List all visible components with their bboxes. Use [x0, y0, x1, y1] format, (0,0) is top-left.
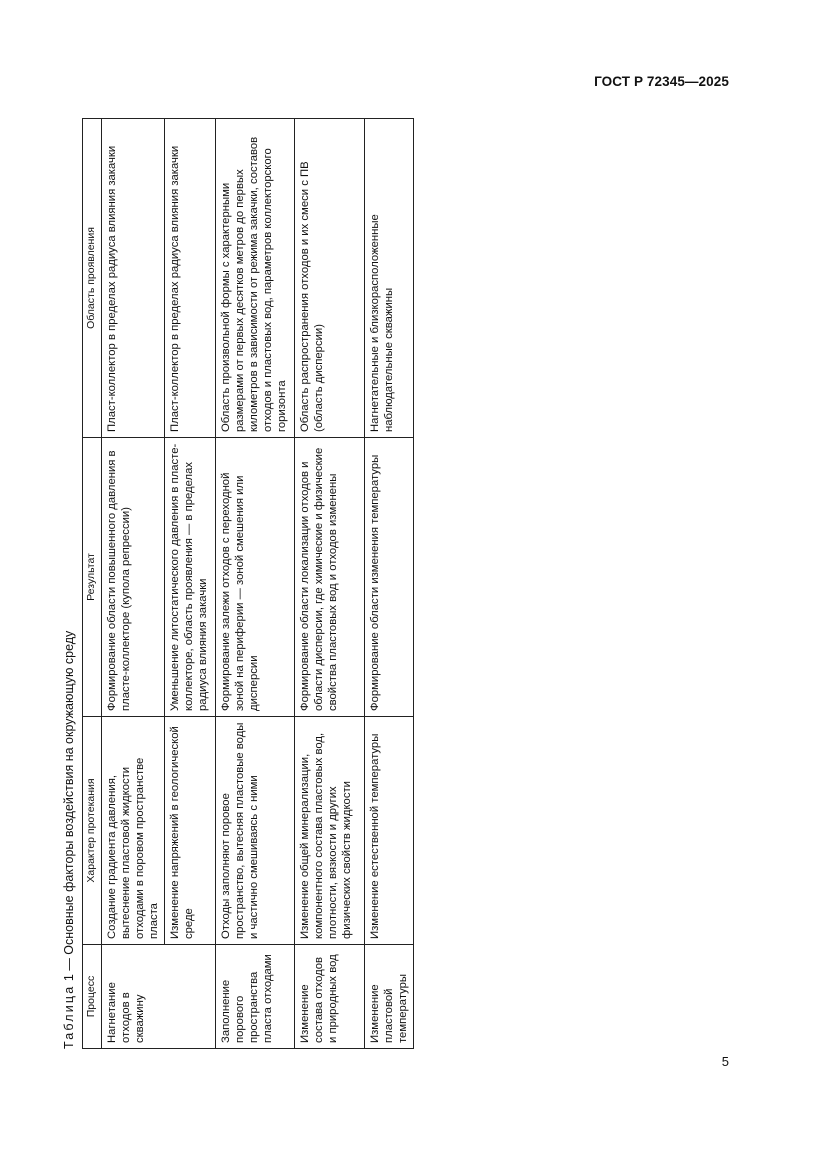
table-row — [216, 119, 295, 1049]
table-row — [102, 119, 165, 1049]
factors-table — [82, 118, 414, 1049]
area-cell: Нагнетательные и близкорасположенные наблюдательные скважины — [365, 119, 414, 438]
character-cell: Изменение общей минерализации, компонентного состава пластовых вод, плотности, вязкости и других физических свойств жидкости — [295, 717, 365, 945]
character-cell: Создание градиента давления, вытеснение пластовой жидкости отходами в поровом пространстве пласта — [102, 717, 165, 945]
result-cell: Формирование области изменения температуры — [365, 438, 414, 717]
area-cell: Область произвольной формы с характерными размерами от первых десятков метров до первых километров в зависимости от режима закачки, составов отходов и пластовых вод, параметров коллекторского горизонта — [216, 119, 295, 438]
character-cell: Изменение напряжений в геологической среде — [165, 717, 216, 945]
process-cell: Заполнение порового пространства пласта отходами — [216, 945, 295, 1049]
process-cell: Изменение пластовой температуры — [365, 945, 414, 1049]
process-cell: Изменение состава отходов и природных вод — [295, 945, 365, 1049]
column-header-result: Результат — [83, 438, 102, 717]
column-header-process: Процесс — [83, 945, 102, 1049]
area-cell: Пласт-коллектор в пределах радиуса влияния закачки — [165, 119, 216, 438]
table-row — [165, 119, 216, 1049]
area-cell: Область распространения отходов и их смеси с ПВ (область дисперсии) — [295, 119, 365, 438]
character-cell: Изменение естественной температуры — [365, 717, 414, 945]
rotated-table-block — [58, 119, 410, 1049]
table-row — [365, 119, 414, 1049]
table-caption-prefix: Таблица — [62, 984, 76, 1049]
result-cell: Формирование области локализации отходов и области дисперсии, где химические и физические свойства пластовых вод и отходов изменены — [295, 438, 365, 717]
table-caption-text: 1 — Основные факторы воздействия на окружающую среду — [62, 630, 76, 982]
column-header-character: Характер протекания — [83, 717, 102, 945]
process-cell: Нагнетание отходов в скважину — [102, 945, 216, 1049]
result-cell: Формирование области повышенного давления в пласте-коллекторе (купола репрессии) — [102, 438, 165, 717]
table-row — [295, 119, 365, 1049]
area-cell: Пласт-коллектор в пределах радиуса влияния закачки — [102, 119, 165, 438]
table-header-row — [83, 119, 102, 1049]
column-header-area: Область проявления — [83, 119, 102, 438]
page-number: 5 — [721, 1054, 729, 1069]
table-caption — [58, 119, 82, 1049]
result-cell: Уменьшение литостатического давления в пласте-коллекторе, область проявления — в пределах радиуса влияния закачки — [165, 438, 216, 717]
standard-code: ГОСТ Р 72345—2025 — [594, 74, 729, 89]
result-cell: Формирование залежи отходов с переходной зоной на периферии — зоной смешения или дисперсии — [216, 438, 295, 717]
character-cell: Отходы заполняют поровое пространство, вытесняя пластовые воды и частично смешиваясь с ними — [216, 717, 295, 945]
